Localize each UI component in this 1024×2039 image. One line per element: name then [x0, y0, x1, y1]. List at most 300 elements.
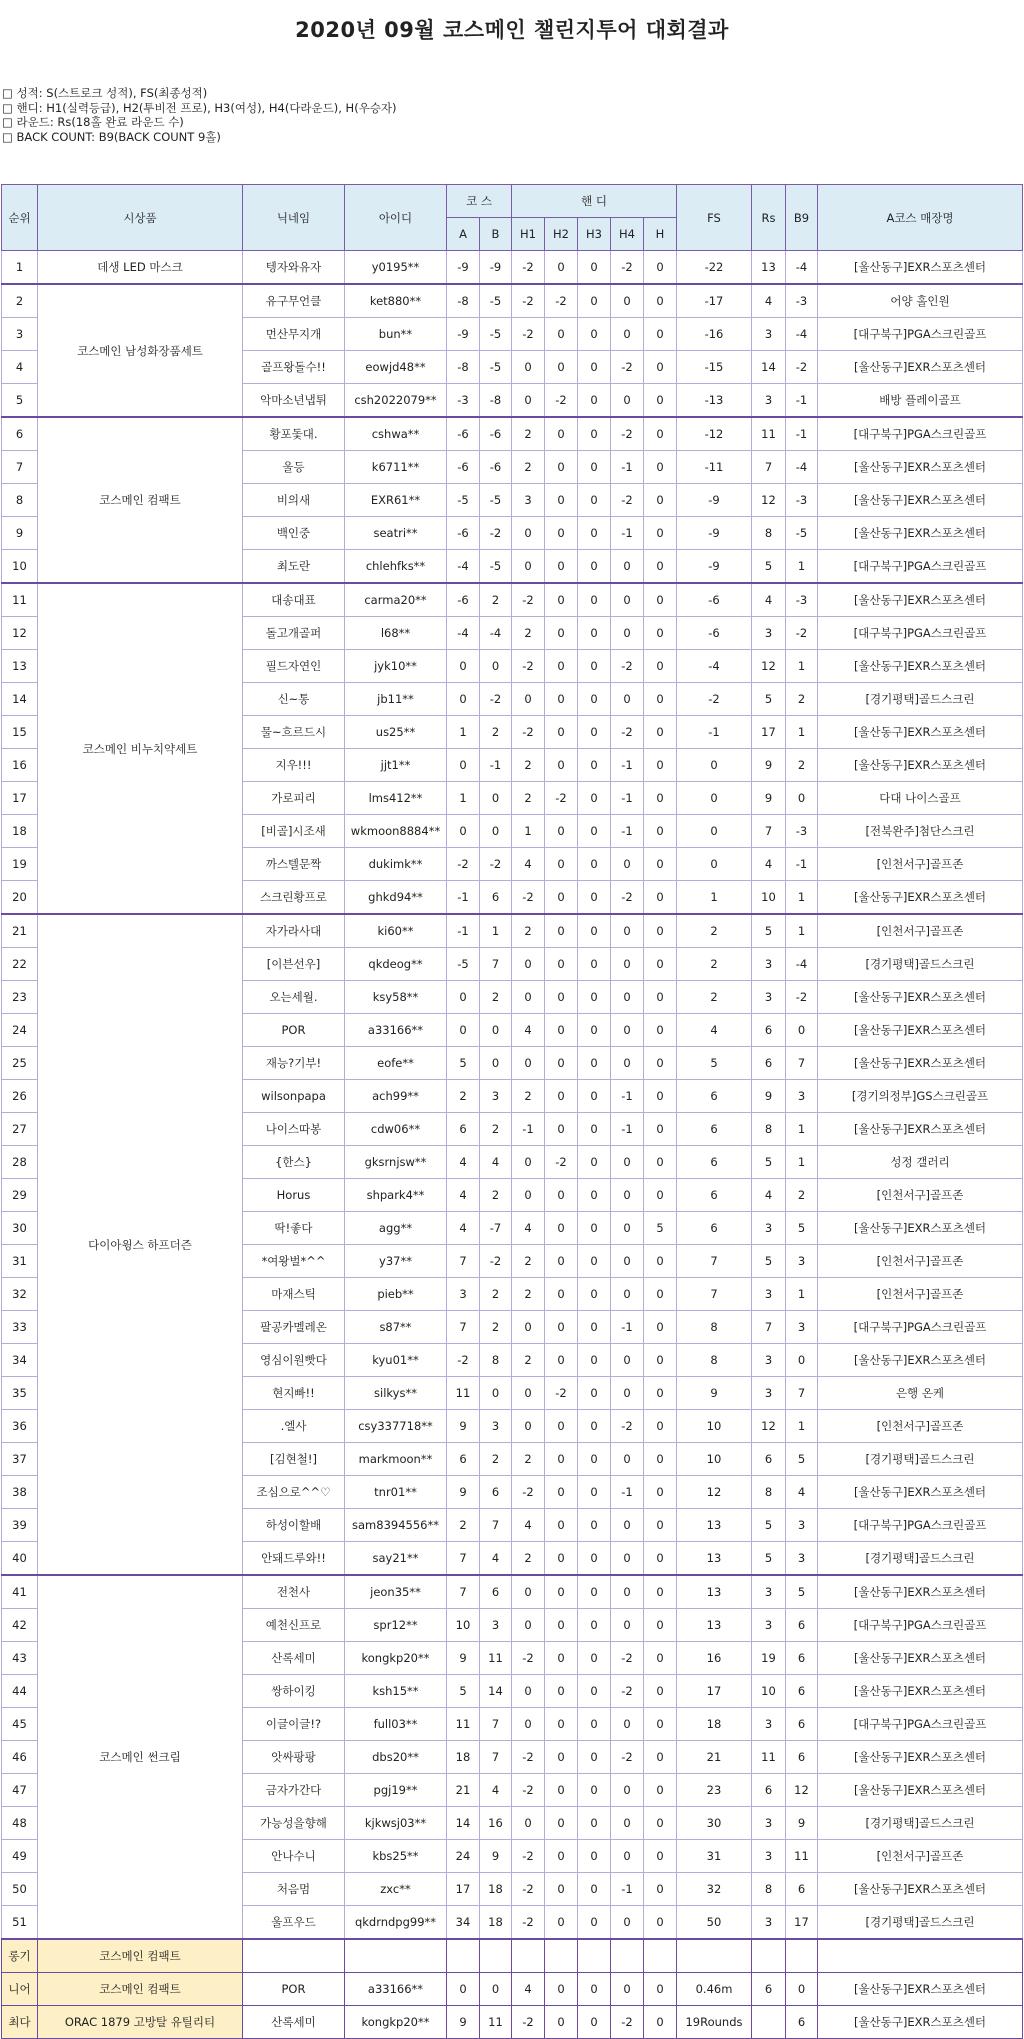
cell-h1: -2 [512, 1741, 545, 1774]
cell-rank: 38 [2, 1476, 38, 1509]
cell-h3: 0 [578, 848, 611, 881]
cell-h1: 2 [512, 914, 545, 948]
cell-rs: 12 [752, 484, 786, 517]
cell-b9: -4 [786, 948, 818, 981]
cell-b9: -3 [786, 815, 818, 848]
cell-h3: 0 [578, 318, 611, 351]
special-a: 9 [447, 2006, 480, 2039]
cell-fs: 17 [677, 1675, 752, 1708]
cell-nickname: 먼산무지개 [243, 318, 345, 351]
cell-nickname: 비의새 [243, 484, 345, 517]
cell-b9: 3 [786, 1542, 818, 1576]
cell-h3: 0 [578, 1906, 611, 1940]
cell-shop: [울산동구]EXR스포츠센터 [818, 716, 1023, 749]
cell-h: 0 [644, 1642, 677, 1675]
cell-h2: 0 [545, 1774, 578, 1807]
prize-cell: 코스메인 썬크림 [38, 1575, 243, 1939]
cell-rank: 32 [2, 1278, 38, 1311]
cell-h2: 0 [545, 1179, 578, 1212]
special-prize: 코스메인 컴팩트 [38, 1939, 243, 1973]
cell-shop: [경기평택]골드스크린 [818, 948, 1023, 981]
cell-nickname: 대송대표 [243, 583, 345, 617]
cell-h2: 0 [545, 451, 578, 484]
cell-b9: 7 [786, 1377, 818, 1410]
cell-fs: 32 [677, 1873, 752, 1906]
cell-id: l68** [345, 617, 447, 650]
cell-h1: 2 [512, 1344, 545, 1377]
cell-h2: 0 [545, 981, 578, 1014]
cell-shop: [인천서구]골프존 [818, 1245, 1023, 1278]
cell-rank: 51 [2, 1906, 38, 1940]
cell-h3: 0 [578, 683, 611, 716]
cell-shop: [대구북구]PGA스크린골프 [818, 1609, 1023, 1642]
cell-rs: 4 [752, 848, 786, 881]
special-h4: -2 [611, 2006, 644, 2039]
cell-h4: -2 [611, 716, 644, 749]
cell-h: 0 [644, 1047, 677, 1080]
cell-h: 0 [644, 1245, 677, 1278]
cell-rank: 47 [2, 1774, 38, 1807]
cell-h2: 0 [545, 1542, 578, 1576]
cell-rs: 9 [752, 782, 786, 815]
cell-course-a: 0 [447, 1014, 480, 1047]
cell-b9: 1 [786, 650, 818, 683]
cell-h3: 0 [578, 417, 611, 451]
cell-id: carma20** [345, 583, 447, 617]
cell-h2: 0 [545, 914, 578, 948]
cell-rank: 27 [2, 1113, 38, 1146]
cell-h3: 0 [578, 1509, 611, 1542]
cell-h: 0 [644, 1708, 677, 1741]
cell-nickname: 최도란 [243, 550, 345, 584]
cell-rank: 43 [2, 1642, 38, 1675]
cell-shop: [대구북구]PGA스크린골프 [818, 617, 1023, 650]
cell-h: 0 [644, 1873, 677, 1906]
cell-fs: 0 [677, 782, 752, 815]
cell-rs: 17 [752, 716, 786, 749]
cell-id: pieb** [345, 1278, 447, 1311]
cell-rs: 3 [752, 1807, 786, 1840]
cell-fs: 10 [677, 1443, 752, 1476]
cell-h4: 0 [611, 617, 644, 650]
cell-course-a: -2 [447, 848, 480, 881]
cell-h4: 0 [611, 1047, 644, 1080]
cell-id: markmoon** [345, 1443, 447, 1476]
cell-h4: -2 [611, 417, 644, 451]
special-shop [818, 1939, 1023, 1973]
cell-nickname: 처음멈 [243, 1873, 345, 1906]
cell-rank: 19 [2, 848, 38, 881]
cell-id: qkdeog** [345, 948, 447, 981]
cell-shop: [대구북구]PGA스크린골프 [818, 417, 1023, 451]
cell-b9: 6 [786, 1675, 818, 1708]
special-h [644, 1939, 677, 1973]
cell-b9: 11 [786, 1840, 818, 1873]
cell-course-a: 1 [447, 716, 480, 749]
cell-h3: 0 [578, 1807, 611, 1840]
cell-rank: 7 [2, 451, 38, 484]
header-h4: H4 [611, 218, 644, 251]
cell-h3: 0 [578, 914, 611, 948]
cell-rank: 48 [2, 1807, 38, 1840]
cell-fs: 7 [677, 1245, 752, 1278]
cell-b9: 6 [786, 1873, 818, 1906]
cell-course-a: 0 [447, 650, 480, 683]
cell-rs: 4 [752, 284, 786, 318]
cell-id: s87** [345, 1311, 447, 1344]
special-shop: [울산동구]EXR스포츠센터 [818, 1973, 1023, 2006]
cell-fs: -9 [677, 484, 752, 517]
cell-rs: 6 [752, 1774, 786, 1807]
cell-fs: 23 [677, 1774, 752, 1807]
cell-h2: 0 [545, 1509, 578, 1542]
cell-shop: [경기평택]골드스크린 [818, 1443, 1023, 1476]
special-b [480, 1939, 512, 1973]
cell-h2: 0 [545, 1642, 578, 1675]
header-id: 아이디 [345, 185, 447, 251]
cell-h2: 0 [545, 1741, 578, 1774]
cell-shop: [인천서구]골프존 [818, 1278, 1023, 1311]
cell-rs: 3 [752, 1212, 786, 1245]
cell-id: zxc** [345, 1873, 447, 1906]
cell-course-a: 7 [447, 1245, 480, 1278]
cell-course-a: 4 [447, 1179, 480, 1212]
table-row [2, 914, 1023, 948]
cell-h1: 0 [512, 384, 545, 418]
cell-rs: 6 [752, 1443, 786, 1476]
cell-course-b: 1 [480, 914, 512, 948]
cell-nickname: 오는세월. [243, 981, 345, 1014]
cell-shop: [대구북구]PGA스크린골프 [818, 550, 1023, 584]
cell-h4: -2 [611, 484, 644, 517]
cell-fs: -11 [677, 451, 752, 484]
cell-fs: -9 [677, 550, 752, 584]
cell-b9: -1 [786, 417, 818, 451]
cell-id: dukimk** [345, 848, 447, 881]
cell-h2: 0 [545, 1609, 578, 1642]
cell-b9: 3 [786, 1080, 818, 1113]
cell-h: 0 [644, 650, 677, 683]
cell-h1: -2 [512, 1873, 545, 1906]
cell-course-b: -6 [480, 451, 512, 484]
cell-h3: 0 [578, 749, 611, 782]
cell-course-b: 18 [480, 1906, 512, 1940]
cell-h2: 0 [545, 948, 578, 981]
cell-rank: 3 [2, 318, 38, 351]
cell-id: ach99** [345, 1080, 447, 1113]
cell-nickname: 황포돛대. [243, 417, 345, 451]
cell-id: cdw06** [345, 1113, 447, 1146]
cell-rank: 42 [2, 1609, 38, 1642]
cell-fs: 6 [677, 1179, 752, 1212]
cell-id: ket880** [345, 284, 447, 318]
cell-rs: 5 [752, 1509, 786, 1542]
cell-h: 0 [644, 617, 677, 650]
cell-h1: 2 [512, 749, 545, 782]
cell-h3: 0 [578, 251, 611, 285]
cell-h1: 4 [512, 1509, 545, 1542]
cell-shop: [울산동구]EXR스포츠센터 [818, 1047, 1023, 1080]
cell-fs: -16 [677, 318, 752, 351]
cell-rank: 40 [2, 1542, 38, 1576]
cell-rank: 36 [2, 1410, 38, 1443]
cell-h2: 0 [545, 716, 578, 749]
cell-id: ksh15** [345, 1675, 447, 1708]
special-rs [752, 1939, 786, 1973]
cell-h4: 0 [611, 1807, 644, 1840]
cell-b9: -1 [786, 848, 818, 881]
cell-h4: 0 [611, 550, 644, 584]
cell-b9: 0 [786, 782, 818, 815]
cell-h1: 0 [512, 1179, 545, 1212]
cell-nickname: 가능성을향해 [243, 1807, 345, 1840]
cell-rs: 8 [752, 1113, 786, 1146]
cell-course-a: 18 [447, 1741, 480, 1774]
cell-course-b: 3 [480, 1609, 512, 1642]
cell-id: wkmoon8884** [345, 815, 447, 848]
cell-nickname: 신~통 [243, 683, 345, 716]
cell-rs: 11 [752, 417, 786, 451]
cell-h: 0 [644, 815, 677, 848]
cell-course-a: 17 [447, 1873, 480, 1906]
special-shop: [울산동구]EXR스포츠센터 [818, 2006, 1023, 2039]
cell-fs: 8 [677, 1311, 752, 1344]
cell-id: spr12** [345, 1609, 447, 1642]
cell-nickname: 돌고개골퍼 [243, 617, 345, 650]
cell-id: silkys** [345, 1377, 447, 1410]
cell-nickname: 필드자연인 [243, 650, 345, 683]
cell-h3: 0 [578, 1575, 611, 1609]
cell-h3: 0 [578, 583, 611, 617]
cell-h3: 0 [578, 484, 611, 517]
cell-rs: 5 [752, 1146, 786, 1179]
cell-id: jyk10** [345, 650, 447, 683]
cell-shop: [울산동구]EXR스포츠센터 [818, 451, 1023, 484]
cell-id: a33166** [345, 1014, 447, 1047]
cell-h1: -2 [512, 284, 545, 318]
cell-h1: 2 [512, 451, 545, 484]
cell-shop: [울산동구]EXR스포츠센터 [818, 583, 1023, 617]
cell-rs: 13 [752, 251, 786, 285]
cell-course-b: -1 [480, 749, 512, 782]
cell-h1: 0 [512, 1708, 545, 1741]
cell-b9: -4 [786, 318, 818, 351]
cell-fs: 13 [677, 1575, 752, 1609]
cell-h3: 0 [578, 1476, 611, 1509]
cell-course-b: 2 [480, 1443, 512, 1476]
cell-rank: 21 [2, 914, 38, 948]
cell-shop: [울산동구]EXR스포츠센터 [818, 351, 1023, 384]
header-a: A [447, 218, 480, 251]
cell-fs: 6 [677, 1080, 752, 1113]
special-h1: -2 [512, 2006, 545, 2039]
cell-shop: [울산동구]EXR스포츠센터 [818, 1774, 1023, 1807]
cell-h4: -1 [611, 1311, 644, 1344]
cell-course-a: -3 [447, 384, 480, 418]
cell-h1: 4 [512, 1212, 545, 1245]
cell-nickname: 가로피리 [243, 782, 345, 815]
cell-h2: 0 [545, 1476, 578, 1509]
prize-cell: 코스메인 남성화장품세트 [38, 284, 243, 417]
cell-course-b: 7 [480, 948, 512, 981]
cell-rank: 50 [2, 1873, 38, 1906]
cell-h: 0 [644, 848, 677, 881]
cell-h1: 1 [512, 815, 545, 848]
cell-rank: 33 [2, 1311, 38, 1344]
cell-fs: 2 [677, 981, 752, 1014]
cell-id: kbs25** [345, 1840, 447, 1873]
cell-h1: 2 [512, 1080, 545, 1113]
cell-h3: 0 [578, 981, 611, 1014]
cell-h4: 0 [611, 318, 644, 351]
cell-fs: 6 [677, 1212, 752, 1245]
cell-b9: 1 [786, 881, 818, 915]
cell-course-b: 2 [480, 716, 512, 749]
cell-h: 0 [644, 1807, 677, 1840]
cell-rank: 10 [2, 550, 38, 584]
cell-fs: 31 [677, 1840, 752, 1873]
cell-fs: 21 [677, 1741, 752, 1774]
special-nickname [243, 1939, 345, 1973]
cell-h3: 0 [578, 1047, 611, 1080]
cell-course-b: 0 [480, 1047, 512, 1080]
cell-shop: [인천서구]골프존 [818, 914, 1023, 948]
cell-h: 0 [644, 1344, 677, 1377]
cell-rank: 34 [2, 1344, 38, 1377]
cell-course-b: 16 [480, 1807, 512, 1840]
cell-course-a: 0 [447, 981, 480, 1014]
cell-course-a: 9 [447, 1410, 480, 1443]
cell-shop: [울산동구]EXR스포츠센터 [818, 1741, 1023, 1774]
cell-course-a: -1 [447, 881, 480, 915]
cell-course-b: 2 [480, 1113, 512, 1146]
cell-b9: 3 [786, 1509, 818, 1542]
cell-rs: 3 [752, 384, 786, 418]
special-h3 [578, 1939, 611, 1973]
prize-cell: 데생 LED 마스크 [38, 251, 243, 285]
cell-h1: 2 [512, 617, 545, 650]
cell-h4: -1 [611, 1080, 644, 1113]
cell-h1: 2 [512, 1245, 545, 1278]
cell-fs: -22 [677, 251, 752, 285]
special-h2 [545, 1939, 578, 1973]
cell-b9: 3 [786, 1311, 818, 1344]
cell-rs: 3 [752, 1575, 786, 1609]
legend [2, 86, 397, 144]
cell-h3: 0 [578, 384, 611, 418]
special-h2: 0 [545, 1973, 578, 2006]
cell-rs: 3 [752, 981, 786, 1014]
header-h3: H3 [578, 218, 611, 251]
cell-nickname: 딱!좋다 [243, 1212, 345, 1245]
cell-rs: 7 [752, 451, 786, 484]
cell-h3: 0 [578, 881, 611, 915]
cell-h: 0 [644, 948, 677, 981]
cell-nickname: 까스텔문짝 [243, 848, 345, 881]
cell-course-b: 0 [480, 815, 512, 848]
cell-course-b: 4 [480, 1774, 512, 1807]
cell-rs: 6 [752, 1014, 786, 1047]
cell-h2: 0 [545, 1575, 578, 1609]
special-nickname: POR [243, 1973, 345, 2006]
cell-rank: 5 [2, 384, 38, 418]
cell-h4: 0 [611, 1542, 644, 1576]
cell-course-a: 11 [447, 1708, 480, 1741]
header-handicap: 핸 디 [512, 185, 677, 218]
cell-shop: [울산동구]EXR스포츠센터 [818, 1675, 1023, 1708]
cell-h4: -1 [611, 1873, 644, 1906]
cell-h4: 0 [611, 1906, 644, 1940]
cell-h1: 0 [512, 1575, 545, 1609]
cell-nickname: 안돼드루와!! [243, 1542, 345, 1576]
table-row [2, 251, 1023, 285]
cell-h4: 0 [611, 1609, 644, 1642]
cell-h: 0 [644, 1575, 677, 1609]
cell-h4: -2 [611, 650, 644, 683]
cell-h: 0 [644, 384, 677, 418]
cell-id: chlehfks** [345, 550, 447, 584]
cell-rs: 10 [752, 1675, 786, 1708]
cell-shop: [인천서구]골프존 [818, 1179, 1023, 1212]
cell-rank: 20 [2, 881, 38, 915]
cell-h1: 2 [512, 1443, 545, 1476]
cell-course-a: -6 [447, 451, 480, 484]
cell-h3: 0 [578, 1146, 611, 1179]
cell-h3: 0 [578, 1873, 611, 1906]
cell-h4: 0 [611, 1708, 644, 1741]
cell-id: csy337718** [345, 1410, 447, 1443]
cell-h: 0 [644, 782, 677, 815]
cell-h2: 0 [545, 484, 578, 517]
cell-h3: 0 [578, 1278, 611, 1311]
cell-course-b: -4 [480, 617, 512, 650]
cell-rank: 37 [2, 1443, 38, 1476]
cell-nickname: 쌍하이킹 [243, 1675, 345, 1708]
cell-h4: -1 [611, 815, 644, 848]
cell-h4: -2 [611, 1675, 644, 1708]
cell-rank: 23 [2, 981, 38, 1014]
cell-h3: 0 [578, 617, 611, 650]
cell-course-a: -8 [447, 284, 480, 318]
cell-h4: -2 [611, 351, 644, 384]
cell-h: 0 [644, 1741, 677, 1774]
cell-nickname: 앗싸팡팡 [243, 1741, 345, 1774]
special-award-row [2, 1939, 1023, 1973]
cell-h2: 0 [545, 1410, 578, 1443]
cell-shop: [인천서구]골프존 [818, 1410, 1023, 1443]
cell-b9: -4 [786, 251, 818, 285]
cell-b9: 2 [786, 749, 818, 782]
cell-h3: 0 [578, 1179, 611, 1212]
cell-course-b: 3 [480, 1080, 512, 1113]
cell-rank: 11 [2, 583, 38, 617]
cell-course-b: 2 [480, 981, 512, 1014]
cell-b9: 3 [786, 1245, 818, 1278]
cell-h1: 2 [512, 1542, 545, 1576]
cell-course-b: 6 [480, 881, 512, 915]
cell-fs: 7 [677, 1278, 752, 1311]
cell-rank: 12 [2, 617, 38, 650]
cell-course-b: -9 [480, 251, 512, 285]
cell-rank: 41 [2, 1575, 38, 1609]
cell-h: 0 [644, 1278, 677, 1311]
cell-id: kyu01** [345, 1344, 447, 1377]
special-prize: ORAC 1879 고방탈 유틸리티 [38, 2006, 243, 2039]
cell-b9: 2 [786, 683, 818, 716]
cell-id: qkdrndpg99** [345, 1906, 447, 1940]
cell-id: sam8394556** [345, 1509, 447, 1542]
cell-rank: 31 [2, 1245, 38, 1278]
